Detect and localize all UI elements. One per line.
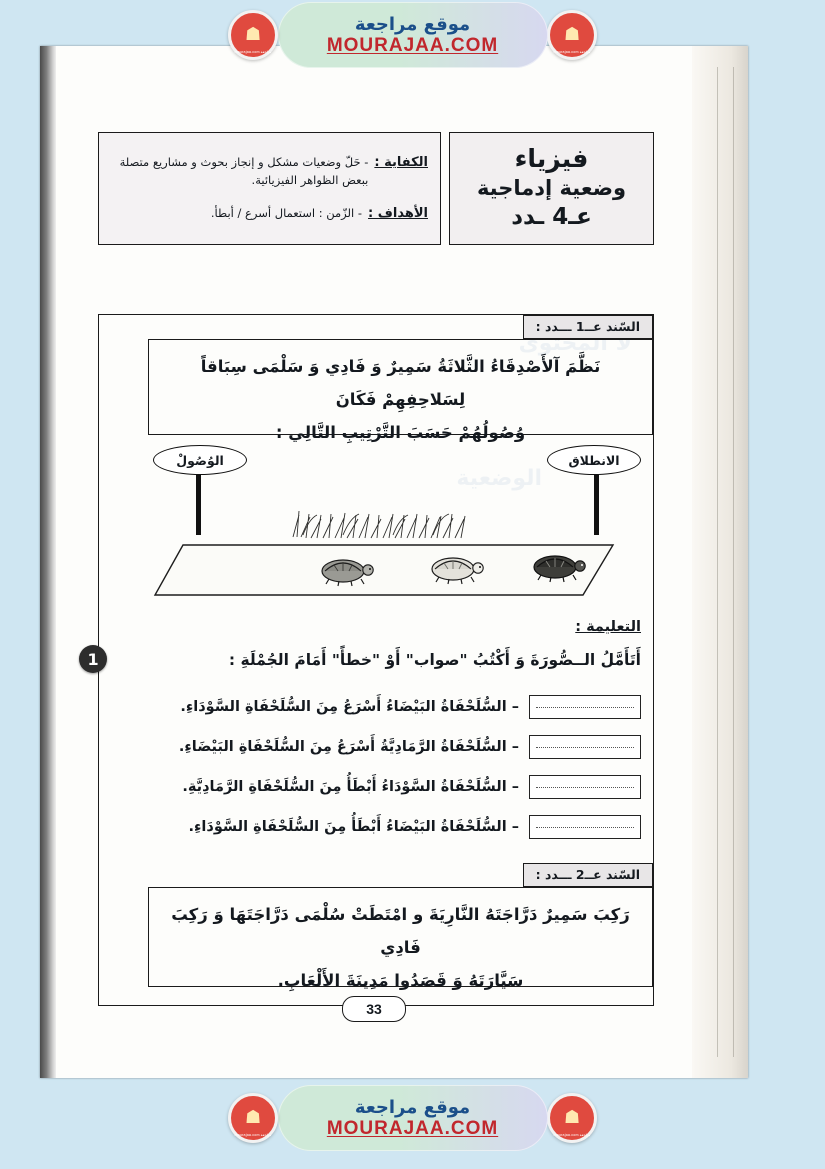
- competency-value-main: - حَلّ وضعيات مشكل و إنجاز بحوث و مشاريع متصلة: [119, 154, 369, 169]
- sanad-1-box: [148, 339, 653, 442]
- book-gutter: [40, 46, 56, 1078]
- statement-text-3: – السُّلَحْفَاةُ السَّوْدَاءُ أَبْطَأُ مِنَ السُّلَحْفَاةِ الرَّمَادِيَّةِ.: [182, 779, 519, 795]
- logo-caption: مراجعة mourajaa.com: [553, 1133, 591, 1137]
- statement-text-4: – السُّلَحْفَاةُ البَيْضَاءُ أَبْطَأُ مِنَ السُّلَحْفَاةِ السَّوْدَاءِ.: [188, 819, 519, 835]
- grass-tufts: [293, 511, 465, 538]
- sanad-2-line-1: رَكِبَ سَمِيرٌ دَرَّاجَتَهُ النَّارِيَةَ و امْتَطَتْ سُلْمَى دَرَّاجَتَهَا وَ رَكِبَ فَادِي: [171, 905, 630, 957]
- statements-list: [151, 687, 641, 847]
- logo-glyph: ☗: [244, 24, 262, 45]
- finish-post: [196, 473, 201, 535]
- competency-objectives-box: [98, 132, 441, 245]
- answer-input-3[interactable]: [529, 775, 641, 799]
- sanad-2-line-2: سَيَّارَتَهُ وَ قَصَدُوا مَدِينَةَ الأَلْعَابِ.: [277, 971, 524, 990]
- answer-input-4[interactable]: [529, 815, 641, 839]
- bleed-through-text: لا المحتوى: [518, 331, 632, 356]
- watermark-site-url[interactable]: MOURAJAA.COM: [326, 1117, 499, 1139]
- watermark-pill: [278, 2, 548, 68]
- competency-value: [120, 153, 369, 190]
- sanad-2-text: [149, 888, 652, 1007]
- answer-input-1[interactable]: [529, 695, 641, 719]
- page-number: 33: [342, 996, 406, 1022]
- book-page-edge: [692, 46, 748, 1078]
- statement-row: [151, 687, 641, 727]
- logo-glyph: ☗: [563, 24, 581, 45]
- watermark-banner-bottom: [0, 1083, 825, 1153]
- race-illustration: [143, 445, 643, 615]
- statement-row: [151, 727, 641, 767]
- competency-label: الكفاية :: [374, 154, 428, 170]
- subject-title-box: [449, 132, 654, 245]
- bleed-through-text: الوضعية: [456, 466, 542, 491]
- start-label-oval: الانطلاق: [547, 445, 641, 475]
- scanned-page: [40, 46, 748, 1078]
- mourajaa-logo-icon: [547, 10, 597, 60]
- exercise-number-badge: 1: [79, 645, 107, 673]
- logo-glyph: ☗: [563, 1107, 581, 1128]
- logo-caption: مراجعة mourajaa.com: [553, 50, 591, 54]
- activity-number: عـ4 ـدد: [511, 203, 592, 230]
- sanad-1-text: [149, 340, 652, 459]
- statement-row: [151, 767, 641, 807]
- sanad-1-line-1: نَظَّمَ آلأَصْدِقَاءُ الثَّلاثَةُ سَمِيرٌ وَ فَادِي وَ سَلْمَى سِبَاقاً لِسَلاحِفِهِمْ فَكَانَ: [200, 357, 601, 409]
- sanad-1-label: السّند عــ1 ـــدد :: [523, 315, 653, 339]
- sanad-2-box: [148, 887, 653, 990]
- subject-name: فيزياء: [514, 144, 589, 173]
- answer-input-2[interactable]: [529, 735, 641, 759]
- watermark-site-name-ar: موقع مراجعة: [354, 13, 471, 35]
- objectives-value: - الزّمن : استعمال أسرع / أبطأ.: [210, 205, 363, 220]
- watermark-site-name-ar: موقع مراجعة: [354, 1096, 471, 1118]
- header-row: [98, 132, 654, 245]
- statement-text-2: – السُّلَحْفَاةُ الرَّمَادِيَّةُ أَسْرَعُ مِنَ السُّلَحْفَاةِ البَيْضَاءِ.: [178, 739, 519, 755]
- logo-caption: مراجعة mourajaa.com: [234, 1133, 272, 1137]
- statement-text-1: – السُّلَحْفَاةُ البَيْضَاءُ أَسْرَعُ مِنَ السُّلَحْفَاةِ السَّوْدَاءِ.: [180, 699, 519, 715]
- mourajaa-logo-icon: [228, 1093, 278, 1143]
- mourajaa-logo-icon: [547, 1093, 597, 1143]
- start-post: [594, 473, 599, 535]
- instruction-label: التعليمة :: [575, 619, 641, 635]
- page-sheet: [56, 46, 692, 1078]
- activity-type: وضعية إدماجية: [476, 176, 627, 201]
- mourajaa-logo-icon: [228, 10, 278, 60]
- logo-caption: مراجعة mourajaa.com: [234, 50, 272, 54]
- watermark-banner-top: [0, 0, 825, 70]
- watermark-pill: [278, 1085, 548, 1151]
- objectives-line: [111, 204, 428, 225]
- instruction-text: أَتَأَمَّلُ الــصُّورَةَ وَ أَكْتُبُ "صواب" أَوْ "خطأً" أَمَامَ الجُمْلَةِ :: [228, 651, 641, 669]
- competency-value-sub: ببعض الظواهر الفيزيائية.: [251, 173, 369, 188]
- competency-line: [111, 153, 428, 190]
- watermark-site-url[interactable]: MOURAJAA.COM: [326, 34, 499, 56]
- page-content: [56, 46, 692, 1078]
- objectives-label: الأهداف :: [368, 205, 428, 221]
- sanad-1-line-2: وُصُولُهُمْ حَسَبَ التَّرْتِيبِ التَّالِي :: [275, 423, 526, 442]
- logo-glyph: ☗: [244, 1107, 262, 1128]
- statement-row: [151, 807, 641, 847]
- sanad-2-label: السّند عــ2 ـــدد :: [523, 863, 653, 887]
- exercise-frame: [87, 314, 654, 1006]
- finish-label-oval: الوُصُولْ: [153, 445, 247, 475]
